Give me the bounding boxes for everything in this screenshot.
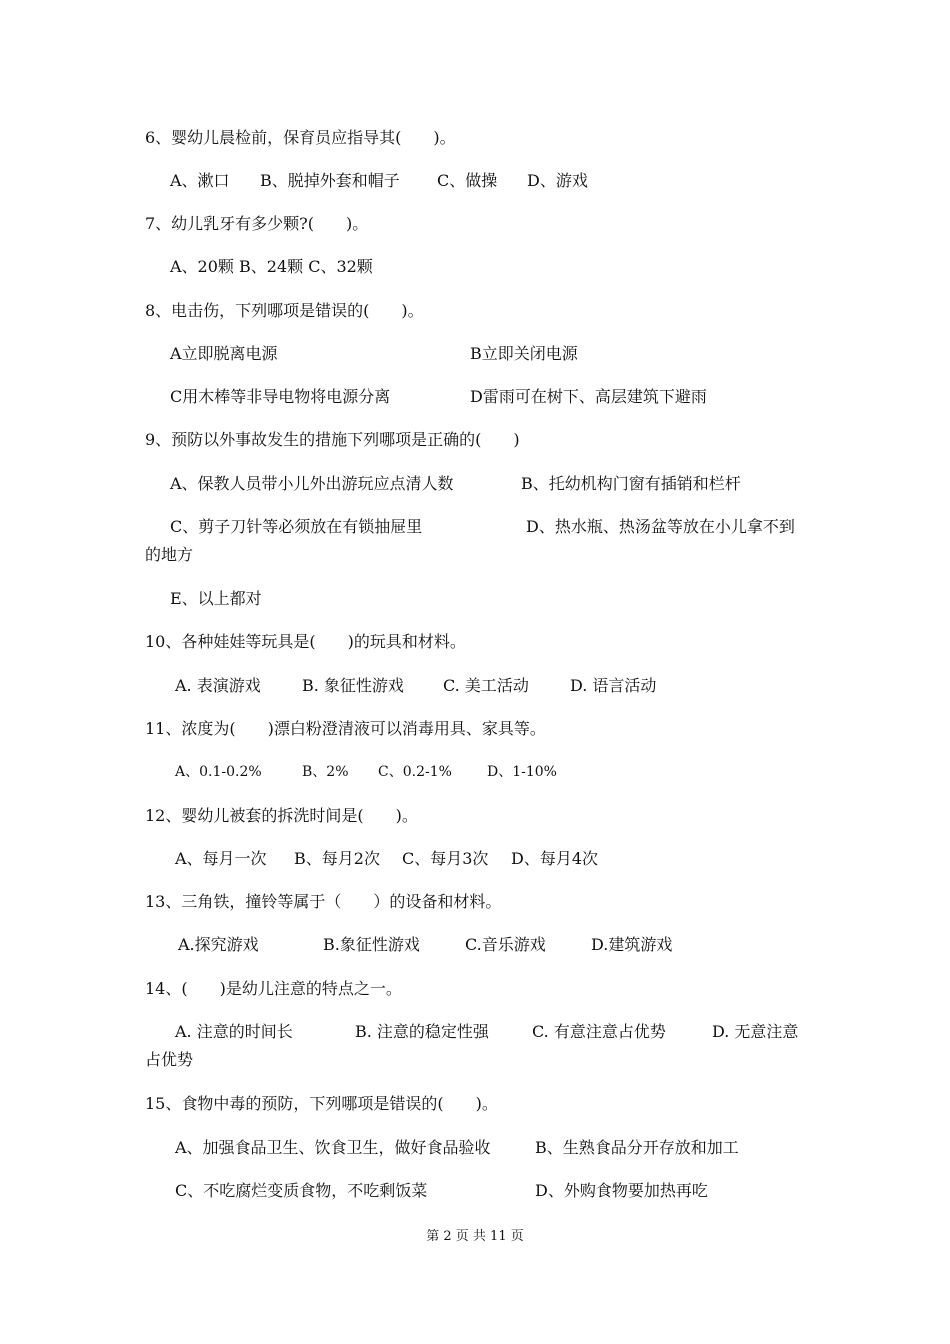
question-8: 8、电击伤，下列哪项是错误的( )。 [145, 301, 424, 320]
question-13: 13、三角铁，撞铃等属于（ ）的设备和材料。 [145, 892, 502, 911]
option-14d-cont: 占优势 [145, 1050, 194, 1069]
option-6b: B、脱掉外套和帽子 [260, 171, 400, 190]
option-10c: C. 美工活动 [443, 676, 529, 695]
question-12: 12、婴幼儿被套的拆洗时间是( )。 [145, 806, 418, 825]
question-9: 9、预防以外事故发生的措施下列哪项是正确的( ) [145, 430, 520, 449]
option-10b: B. 象征性游戏 [302, 676, 404, 695]
option-11c: C、0.2-1% [378, 764, 452, 780]
question-10: 10、各种娃娃等玩具是( )的玩具和材料。 [145, 632, 466, 651]
option-14b: B. 注意的稳定性强 [355, 1022, 489, 1041]
option-11a: A、0.1-0.2% [175, 764, 262, 780]
option-12d: D、每月4次 [511, 849, 599, 868]
option-7-all: A、20颗 B、24颗 C、32颗 [170, 257, 373, 276]
option-9d: D、热水瓶、热汤盆等放在小儿拿不到 [526, 517, 795, 536]
option-8b: B立即关闭电源 [470, 344, 578, 363]
option-13c: C.音乐游戏 [465, 935, 546, 954]
option-11d: D、1-10% [487, 764, 557, 780]
option-8a: A立即脱离电源 [170, 344, 278, 363]
option-9e: E、以上都对 [170, 589, 262, 608]
option-12c: C、每月3次 [402, 849, 489, 868]
option-15a: A、加强食品卫生、饮食卫生，做好食品验收 [175, 1138, 491, 1157]
question-15: 15、食物中毒的预防，下列哪项是错误的( )。 [145, 1094, 498, 1113]
option-13d: D.建筑游戏 [591, 935, 673, 954]
option-10d: D. 语言活动 [570, 676, 657, 695]
page-footer: 第 2 页 共 11 页 [426, 1229, 524, 1244]
option-9c: C、剪子刀针等必须放在有锁抽屉里 [170, 517, 423, 536]
option-12a: A、每月一次 [175, 849, 267, 868]
option-11b: B、2% [302, 764, 349, 780]
option-12b: B、每月2次 [294, 849, 380, 868]
option-9d-cont: 的地方 [145, 545, 194, 564]
option-8d: D雷雨可在树下、高层建筑下避雨 [470, 387, 707, 406]
option-6c: C、做操 [437, 171, 498, 190]
option-9a: A、保教人员带小儿外出游玩应点清人数 [170, 474, 454, 493]
option-15b: B、生熟食品分开存放和加工 [535, 1138, 739, 1157]
option-15c: C、不吃腐烂变质食物，不吃剩饭菜 [175, 1181, 428, 1200]
option-6d: D、游戏 [527, 171, 588, 190]
option-14c: C. 有意注意占优势 [532, 1022, 666, 1041]
question-7: 7、幼儿乳牙有多少颗?( )。 [145, 214, 369, 233]
option-13a: A.探究游戏 [178, 935, 259, 954]
question-6: 6、婴幼儿晨检前，保育员应指导其( )。 [145, 128, 456, 147]
option-10a: A. 表演游戏 [175, 676, 261, 695]
option-9b: B、托幼机构门窗有插销和栏杆 [521, 474, 741, 493]
option-14d: D. 无意注意 [712, 1022, 799, 1041]
question-11: 11、浓度为( )漂白粉澄清液可以消毒用具、家具等。 [145, 719, 546, 738]
option-6a: A、漱口 [170, 171, 230, 190]
option-8c: C用木棒等非导电物将电源分离 [170, 387, 391, 406]
question-14: 14、( )是幼儿注意的特点之一。 [145, 979, 402, 998]
option-13b: B.象征性游戏 [323, 935, 420, 954]
option-15d: D、外购食物要加热再吃 [535, 1181, 708, 1200]
option-14a: A. 注意的时间长 [175, 1022, 293, 1041]
